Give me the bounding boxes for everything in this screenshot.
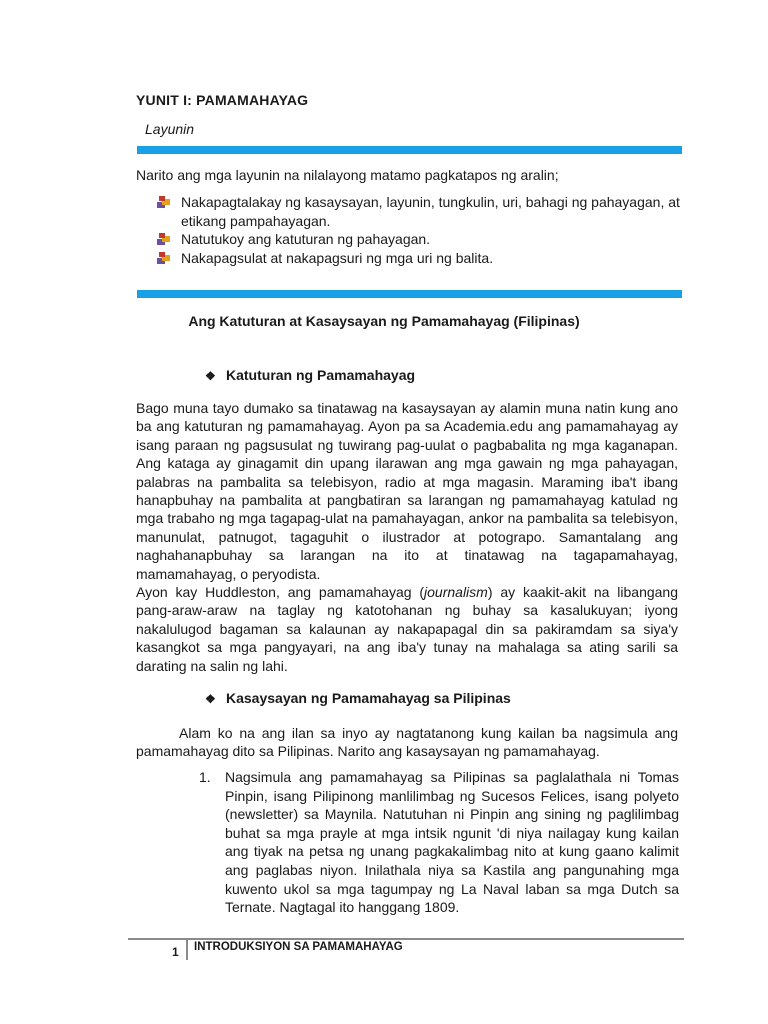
divider-bar-bottom bbox=[137, 290, 682, 298]
diamond-bullet-icon: ❖ bbox=[205, 369, 216, 383]
list-item bbox=[156, 230, 684, 249]
footer-divider bbox=[186, 938, 188, 960]
divider-bar-top bbox=[137, 146, 682, 154]
history-list-item bbox=[199, 768, 679, 917]
katuturan-heading bbox=[205, 367, 415, 383]
objectives-list bbox=[156, 193, 684, 267]
huddleston-text-b: ) ay kaakit-akit na libangang pang-araw-araw na taglay ng katotohanan ng buhay sa kasalukuyan; iyong nakalulugod bagaman sa kalaunan ay nakapapagal din sa pakiramdam sa siya'y kasangkot sa mga pangyayari, na ang iba'y tunay na mahalaga sa ating sarili sa darating na salin ng lahi. bbox=[136, 584, 678, 674]
diamond-bullet-icon: ❖ bbox=[205, 692, 216, 706]
footer-title: INTRODUKSIYON SA PAMAMAHAYAG bbox=[194, 941, 403, 953]
kasaysayan-heading bbox=[205, 690, 511, 706]
kasaysayan-heading-text: Kasaysayan ng Pamamahayag sa Pilipinas bbox=[226, 690, 511, 706]
journalism-term: journalism bbox=[424, 584, 488, 600]
kasaysayan-paragraph: Alam ko na ang ilan sa inyo ay nagtatanong kung kailan ba nagsimula ang pamamahayag dito sa Pilipinas. Narito ang kasaysayan ng pamamahayag. bbox=[136, 725, 678, 760]
huddleston-paragraph bbox=[136, 583, 678, 675]
bullet-icon bbox=[157, 252, 170, 264]
objectives-intro: Narito ang mga layunin na nilalayong matamo pagkatapos ng aralin; bbox=[136, 167, 559, 183]
objectives-subtitle: Layunin bbox=[145, 121, 195, 137]
list-item bbox=[156, 249, 684, 268]
katuturan-paragraph: Bago muna tayo dumako sa tinatawag na kasaysayan ay alamin muna natin kung ano ba ang katuturan ng pamamahayag. Ayon pa sa Academia.edu ang pamamahayag ay isang paraan ng pagsusulat ng tuwirang pag-uulat o pagbabalita ng mga kaganapan. Ang kataga ay ginagamit din upang ilarawan ang mga gawain ng mga pahayagan, palabras na pambalita sa telebisyon, radio at mga magasin. Maraming iba't ibang hanapbuhay na pambalita at pangbatiran sa larangan ng pamamahayag katulad ng mga trabaho ng mga tagapag-ulat na pamahayagan, ankor na pambalita sa telebisyon, manunulat, patnugot, tagaguhit o ilustrador at potograpo. Samantalang ang naghahanapbuhay sa larangan na ito at tinatawag na tagapamahayag, mamamahayag, o peryodista. bbox=[136, 400, 678, 582]
objective-text: Natutukoy ang katuturan ng pahayagan. bbox=[181, 231, 431, 247]
objective-text: Nakapagtalakay ng kasaysayan, layunin, tungkulin, uri, bahagi ng pahayagan, at etikang pampahayagan. bbox=[181, 194, 680, 229]
bullet-icon bbox=[157, 196, 170, 208]
huddleston-text-a: Ayon kay Huddleston, ang pamamahayag ( bbox=[136, 584, 425, 600]
unit-title: YUNIT I: PAMAMAHAYAG bbox=[136, 92, 309, 108]
page-number: 1 bbox=[172, 945, 179, 959]
footer-rule bbox=[128, 938, 684, 940]
item-number: 1. bbox=[199, 769, 211, 785]
objective-text: Nakapagsulat at nakapagsuri ng mga uri ng balita. bbox=[181, 249, 494, 266]
bullet-icon bbox=[157, 233, 170, 245]
section-title: Ang Katuturan at Kasaysayan ng Pamamahayag (Filipinas) bbox=[188, 313, 580, 329]
item-text: Nagsimula ang pamamahayag sa Pilipinas sa paglalathala ni Tomas Pinpin, isang Pilipinong manlilimbag ng Sucesos Felices, isang polyeto (newsletter) sa Maynila. Natutuhan ni Pinpin ang sining ng paglilimbag buhat sa mga prayle at mga intsik ngunit 'di niya nailagay kung kailan ang tiyak na petsa ng unang pagkakalimbag nito at kung gaano kalimit ang paglabas niyon. Inilathala niya sa Kastila ang pangunahing mga kuwento ukol sa mga tagumpay ng La Naval laban sa mga Dutch sa Ternate. Nagtagal ito hanggang 1809. bbox=[225, 769, 679, 916]
katuturan-heading-text: Katuturan ng Pamamahayag bbox=[226, 367, 416, 383]
list-item bbox=[156, 193, 684, 230]
